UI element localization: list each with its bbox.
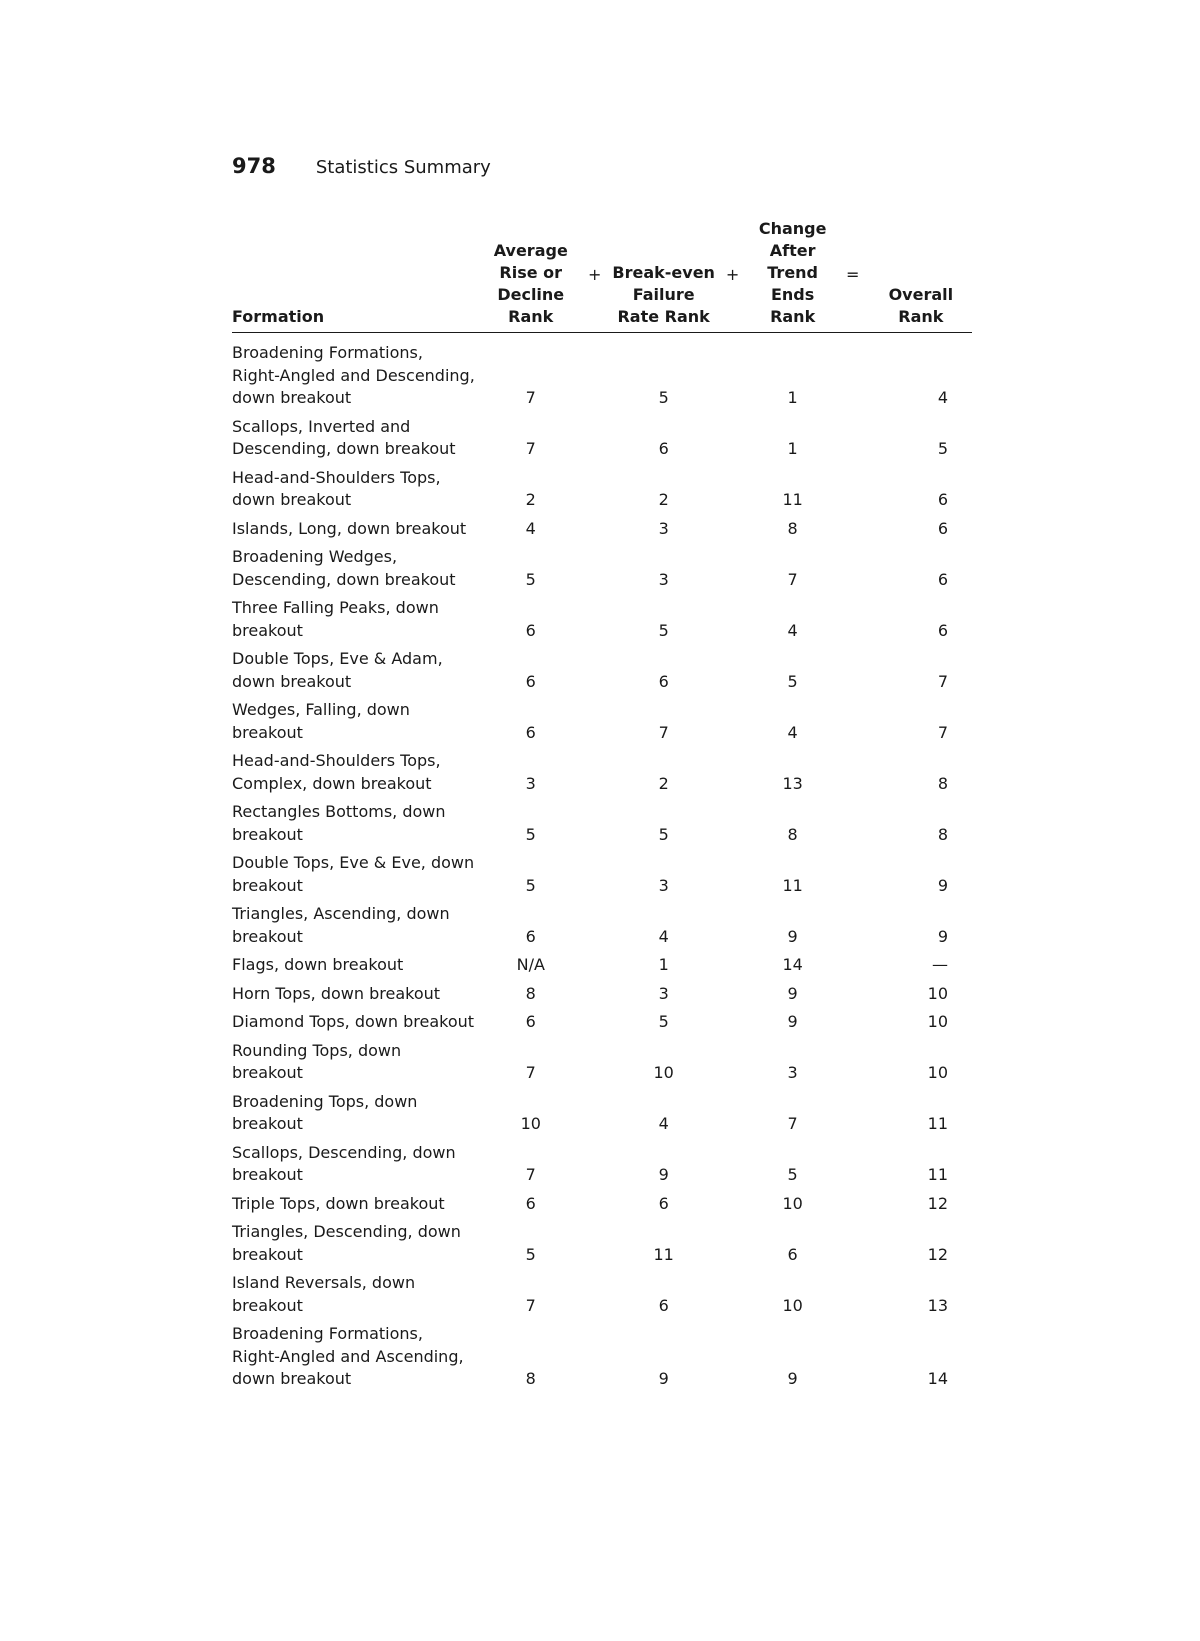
operator-spacer bbox=[578, 1088, 612, 1139]
overall-rank-cell: 10 bbox=[927, 983, 948, 1003]
formation-cell: Double Tops, Eve & Adam, down breakout bbox=[232, 649, 443, 691]
breakeven-failure-rate-rank-cell: 6 bbox=[658, 671, 669, 691]
breakeven-failure-rate-rank-cell: 9 bbox=[658, 1165, 669, 1184]
overall-rank-cell: — bbox=[932, 955, 948, 974]
overall-rank-cell: 13 bbox=[927, 1295, 948, 1315]
formation-cell: Horn Tops, down breakout bbox=[232, 983, 441, 1003]
operator-spacer bbox=[578, 543, 612, 594]
formation-cell: Triangles, Ascending, down breakout bbox=[232, 904, 450, 946]
operator-spacer bbox=[836, 543, 870, 594]
average-rise-decline-rank-cell: 5 bbox=[525, 824, 536, 844]
change-after-trend-ends-rank-cell: 7 bbox=[787, 1114, 798, 1133]
header-change-after-trend-ends-rank: Change After Trend Ends Rank bbox=[750, 218, 836, 333]
header-average-rise-decline-rank: Average Rise or Decline Rank bbox=[484, 218, 578, 333]
operator-spacer bbox=[836, 594, 870, 645]
operator-spacer bbox=[716, 900, 750, 951]
breakeven-failure-rate-rank-cell: 3 bbox=[658, 569, 669, 589]
breakeven-failure-rate-rank-cell: 3 bbox=[658, 518, 669, 538]
breakeven-failure-rate-rank-cell: 1 bbox=[658, 955, 669, 974]
breakeven-failure-rate-rank-cell: 3 bbox=[658, 875, 669, 895]
header-overall-rank: Overall Rank bbox=[870, 218, 972, 333]
operator-spacer bbox=[716, 1008, 750, 1037]
average-rise-decline-rank-cell: 8 bbox=[525, 1369, 536, 1388]
operator-spacer bbox=[578, 1320, 612, 1394]
table-row bbox=[232, 1190, 972, 1219]
table-row bbox=[232, 1088, 972, 1139]
average-rise-decline-rank-cell: 6 bbox=[525, 671, 536, 691]
operator-spacer bbox=[578, 980, 612, 1009]
breakeven-failure-rate-rank-cell: 6 bbox=[658, 439, 669, 458]
change-after-trend-ends-rank-cell: 11 bbox=[782, 490, 803, 509]
operator-spacer bbox=[578, 333, 612, 413]
operator-spacer bbox=[836, 333, 870, 413]
operator-spacer bbox=[578, 594, 612, 645]
operator-spacer bbox=[578, 464, 612, 515]
table-row bbox=[232, 951, 972, 980]
header-plus-operator: + bbox=[716, 218, 750, 333]
formation-cell: Double Tops, Eve & Eve, down breakout bbox=[232, 853, 475, 895]
operator-spacer bbox=[578, 1008, 612, 1037]
change-after-trend-ends-rank-cell: 4 bbox=[787, 620, 798, 640]
operator-spacer bbox=[716, 696, 750, 747]
operator-spacer bbox=[578, 413, 612, 464]
operator-spacer bbox=[578, 515, 612, 544]
change-after-trend-ends-rank-cell: 5 bbox=[787, 671, 798, 691]
operator-spacer bbox=[836, 1320, 870, 1394]
table-row bbox=[232, 1218, 972, 1269]
operator-spacer bbox=[578, 1139, 612, 1190]
operator-spacer bbox=[716, 1320, 750, 1394]
table-row bbox=[232, 696, 972, 747]
table-row bbox=[232, 1008, 972, 1037]
operator-spacer bbox=[836, 515, 870, 544]
formation-cell: Triple Tops, down breakout bbox=[232, 1193, 445, 1213]
breakeven-failure-rate-rank-cell: 10 bbox=[653, 1063, 674, 1082]
operator-spacer bbox=[836, 980, 870, 1009]
overall-rank-cell: 11 bbox=[927, 1165, 948, 1184]
formation-cell: Three Falling Peaks, down breakout bbox=[232, 598, 439, 640]
overall-rank-cell: 6 bbox=[937, 518, 948, 538]
overall-rank-cell: 7 bbox=[937, 671, 948, 691]
overall-rank-cell: 8 bbox=[937, 773, 948, 793]
average-rise-decline-rank-cell: 6 bbox=[525, 1012, 536, 1031]
operator-spacer bbox=[578, 1218, 612, 1269]
breakeven-failure-rate-rank-cell: 4 bbox=[658, 926, 669, 946]
operator-spacer bbox=[578, 1269, 612, 1320]
change-after-trend-ends-rank-cell: 4 bbox=[787, 722, 798, 742]
change-after-trend-ends-rank-cell: 10 bbox=[782, 1193, 803, 1213]
change-after-trend-ends-rank-cell: 9 bbox=[787, 1012, 798, 1031]
average-rise-decline-rank-cell: 6 bbox=[525, 926, 536, 946]
formation-cell: Broadening Formations, Right-Angled and Descending, down breakout bbox=[232, 343, 475, 407]
average-rise-decline-rank-cell: 4 bbox=[525, 518, 536, 538]
formation-cell: Flags, down breakout bbox=[232, 955, 404, 974]
formation-cell: Head-and-Shoulders Tops, Complex, down breakout bbox=[232, 751, 441, 793]
breakeven-failure-rate-rank-cell: 3 bbox=[658, 983, 669, 1003]
formation-cell: Wedges, Falling, down breakout bbox=[232, 700, 410, 742]
operator-spacer bbox=[836, 951, 870, 980]
formation-cell: Island Reversals, down breakout bbox=[232, 1273, 416, 1315]
table-row bbox=[232, 980, 972, 1009]
operator-spacer bbox=[716, 645, 750, 696]
operator-spacer bbox=[836, 696, 870, 747]
table-row bbox=[232, 1139, 972, 1190]
operator-spacer bbox=[578, 747, 612, 798]
table-header-row bbox=[232, 218, 972, 333]
operator-spacer bbox=[716, 1190, 750, 1219]
operator-spacer bbox=[578, 1037, 612, 1088]
operator-spacer bbox=[716, 980, 750, 1009]
overall-rank-cell: 4 bbox=[937, 388, 948, 407]
operator-spacer bbox=[716, 1037, 750, 1088]
table-row bbox=[232, 515, 972, 544]
breakeven-failure-rate-rank-cell: 5 bbox=[658, 620, 669, 640]
header-plus-operator: + bbox=[578, 218, 612, 333]
operator-spacer bbox=[836, 1269, 870, 1320]
table-row bbox=[232, 413, 972, 464]
average-rise-decline-rank-cell: 7 bbox=[525, 439, 536, 458]
breakeven-failure-rate-rank-cell: 5 bbox=[658, 388, 669, 407]
average-rise-decline-rank-cell: 5 bbox=[525, 875, 536, 895]
operator-spacer bbox=[716, 594, 750, 645]
table-row bbox=[232, 1320, 972, 1394]
operator-spacer bbox=[578, 645, 612, 696]
average-rise-decline-rank-cell: 6 bbox=[525, 620, 536, 640]
running-head bbox=[232, 154, 491, 178]
overall-rank-cell: 10 bbox=[927, 1063, 948, 1082]
overall-rank-cell: 12 bbox=[927, 1193, 948, 1213]
statistics-summary-table bbox=[232, 218, 972, 1394]
operator-spacer bbox=[578, 696, 612, 747]
operator-spacer bbox=[716, 515, 750, 544]
formation-cell: Scallops, Descending, down breakout bbox=[232, 1142, 456, 1184]
formation-cell: Triangles, Descending, down breakout bbox=[232, 1222, 461, 1264]
operator-spacer bbox=[716, 1139, 750, 1190]
operator-spacer bbox=[836, 413, 870, 464]
average-rise-decline-rank-cell: 3 bbox=[525, 773, 536, 793]
average-rise-decline-rank-cell: 8 bbox=[525, 983, 536, 1003]
page-number: 978 bbox=[232, 154, 276, 178]
operator-spacer bbox=[716, 747, 750, 798]
table-row bbox=[232, 1037, 972, 1088]
average-rise-decline-rank-cell: 5 bbox=[525, 1244, 536, 1264]
operator-spacer bbox=[836, 1139, 870, 1190]
change-after-trend-ends-rank-cell: 8 bbox=[787, 824, 798, 844]
operator-spacer bbox=[836, 464, 870, 515]
breakeven-failure-rate-rank-cell: 2 bbox=[658, 490, 669, 509]
operator-spacer bbox=[716, 849, 750, 900]
overall-rank-cell: 6 bbox=[937, 569, 948, 589]
operator-spacer bbox=[716, 1269, 750, 1320]
average-rise-decline-rank-cell: 7 bbox=[525, 388, 536, 407]
average-rise-decline-rank-cell: 7 bbox=[525, 1295, 536, 1315]
average-rise-decline-rank-cell: 2 bbox=[525, 490, 536, 509]
operator-spacer bbox=[836, 1008, 870, 1037]
change-after-trend-ends-rank-cell: 14 bbox=[782, 955, 803, 974]
average-rise-decline-rank-cell: 6 bbox=[525, 1193, 536, 1213]
operator-spacer bbox=[836, 645, 870, 696]
table-row bbox=[232, 333, 972, 413]
table-row bbox=[232, 1269, 972, 1320]
formation-cell: Diamond Tops, down breakout bbox=[232, 1012, 475, 1031]
formation-cell: Rectangles Bottoms, down breakout bbox=[232, 802, 446, 844]
header-equals-operator: = bbox=[836, 218, 870, 333]
table-row bbox=[232, 543, 972, 594]
formation-cell: Broadening Tops, down breakout bbox=[232, 1091, 418, 1133]
breakeven-failure-rate-rank-cell: 6 bbox=[658, 1193, 669, 1213]
operator-spacer bbox=[836, 1190, 870, 1219]
operator-spacer bbox=[836, 798, 870, 849]
operator-spacer bbox=[578, 900, 612, 951]
breakeven-failure-rate-rank-cell: 5 bbox=[658, 1012, 669, 1031]
operator-spacer bbox=[716, 1218, 750, 1269]
breakeven-failure-rate-rank-cell: 4 bbox=[658, 1114, 669, 1133]
breakeven-failure-rate-rank-cell: 5 bbox=[658, 824, 669, 844]
operator-spacer bbox=[716, 951, 750, 980]
breakeven-failure-rate-rank-cell: 11 bbox=[653, 1244, 674, 1264]
table-row bbox=[232, 594, 972, 645]
overall-rank-cell: 10 bbox=[927, 1012, 948, 1031]
overall-rank-cell: 14 bbox=[927, 1369, 948, 1388]
operator-spacer bbox=[836, 1218, 870, 1269]
operator-spacer bbox=[578, 849, 612, 900]
header-formation: Formation bbox=[232, 218, 484, 333]
header-breakeven-failure-rate-rank: Break-even Failure Rate Rank bbox=[612, 218, 716, 333]
formation-cell: Islands, Long, down breakout bbox=[232, 518, 467, 538]
change-after-trend-ends-rank-cell: 1 bbox=[787, 439, 798, 458]
operator-spacer bbox=[836, 900, 870, 951]
change-after-trend-ends-rank-cell: 9 bbox=[787, 926, 798, 946]
formation-cell: Broadening Wedges, Descending, down breakout bbox=[232, 547, 456, 589]
operator-spacer bbox=[578, 951, 612, 980]
operator-spacer bbox=[836, 849, 870, 900]
operator-spacer bbox=[578, 1190, 612, 1219]
average-rise-decline-rank-cell: N/A bbox=[516, 955, 545, 974]
table-row bbox=[232, 849, 972, 900]
table-row bbox=[232, 645, 972, 696]
table-row bbox=[232, 464, 972, 515]
overall-rank-cell: 7 bbox=[937, 722, 948, 742]
change-after-trend-ends-rank-cell: 1 bbox=[787, 388, 798, 407]
overall-rank-cell: 9 bbox=[937, 875, 948, 895]
operator-spacer bbox=[716, 543, 750, 594]
table-row bbox=[232, 747, 972, 798]
breakeven-failure-rate-rank-cell: 2 bbox=[658, 773, 669, 793]
operator-spacer bbox=[716, 413, 750, 464]
section-title: Statistics Summary bbox=[315, 157, 491, 178]
operator-spacer bbox=[716, 333, 750, 413]
change-after-trend-ends-rank-cell: 10 bbox=[782, 1295, 803, 1315]
change-after-trend-ends-rank-cell: 9 bbox=[787, 983, 798, 1003]
breakeven-failure-rate-rank-cell: 6 bbox=[658, 1295, 669, 1315]
overall-rank-cell: 5 bbox=[937, 439, 948, 458]
operator-spacer bbox=[836, 1088, 870, 1139]
change-after-trend-ends-rank-cell: 5 bbox=[787, 1165, 798, 1184]
operator-spacer bbox=[716, 798, 750, 849]
formation-cell: Head-and-Shoulders Tops, down breakout bbox=[232, 467, 441, 509]
change-after-trend-ends-rank-cell: 3 bbox=[787, 1063, 798, 1082]
operator-spacer bbox=[836, 747, 870, 798]
overall-rank-cell: 6 bbox=[937, 490, 948, 509]
operator-spacer bbox=[716, 464, 750, 515]
overall-rank-cell: 8 bbox=[937, 824, 948, 844]
overall-rank-cell: 11 bbox=[927, 1114, 948, 1133]
overall-rank-cell: 12 bbox=[927, 1244, 948, 1264]
change-after-trend-ends-rank-cell: 8 bbox=[787, 518, 798, 538]
change-after-trend-ends-rank-cell: 13 bbox=[782, 773, 803, 793]
average-rise-decline-rank-cell: 5 bbox=[525, 569, 536, 589]
average-rise-decline-rank-cell: 7 bbox=[525, 1165, 536, 1184]
table-row bbox=[232, 900, 972, 951]
average-rise-decline-rank-cell: 6 bbox=[525, 722, 536, 742]
table-body bbox=[232, 333, 972, 1394]
change-after-trend-ends-rank-cell: 7 bbox=[787, 569, 798, 589]
breakeven-failure-rate-rank-cell: 7 bbox=[658, 722, 669, 742]
average-rise-decline-rank-cell: 7 bbox=[525, 1063, 536, 1082]
breakeven-failure-rate-rank-cell: 9 bbox=[658, 1369, 669, 1388]
operator-spacer bbox=[836, 1037, 870, 1088]
operator-spacer bbox=[578, 798, 612, 849]
overall-rank-cell: 6 bbox=[937, 620, 948, 640]
change-after-trend-ends-rank-cell: 9 bbox=[787, 1369, 798, 1388]
formation-cell: Scallops, Inverted and Descending, down breakout bbox=[232, 416, 456, 458]
overall-rank-cell: 9 bbox=[937, 926, 948, 946]
average-rise-decline-rank-cell: 10 bbox=[520, 1114, 541, 1133]
change-after-trend-ends-rank-cell: 6 bbox=[787, 1244, 798, 1264]
formation-cell: Rounding Tops, down breakout bbox=[232, 1040, 402, 1082]
change-after-trend-ends-rank-cell: 11 bbox=[782, 875, 803, 895]
operator-spacer bbox=[716, 1088, 750, 1139]
table-row bbox=[232, 798, 972, 849]
formation-cell: Broadening Formations, Right-Angled and Ascending, down breakout bbox=[232, 1324, 464, 1388]
